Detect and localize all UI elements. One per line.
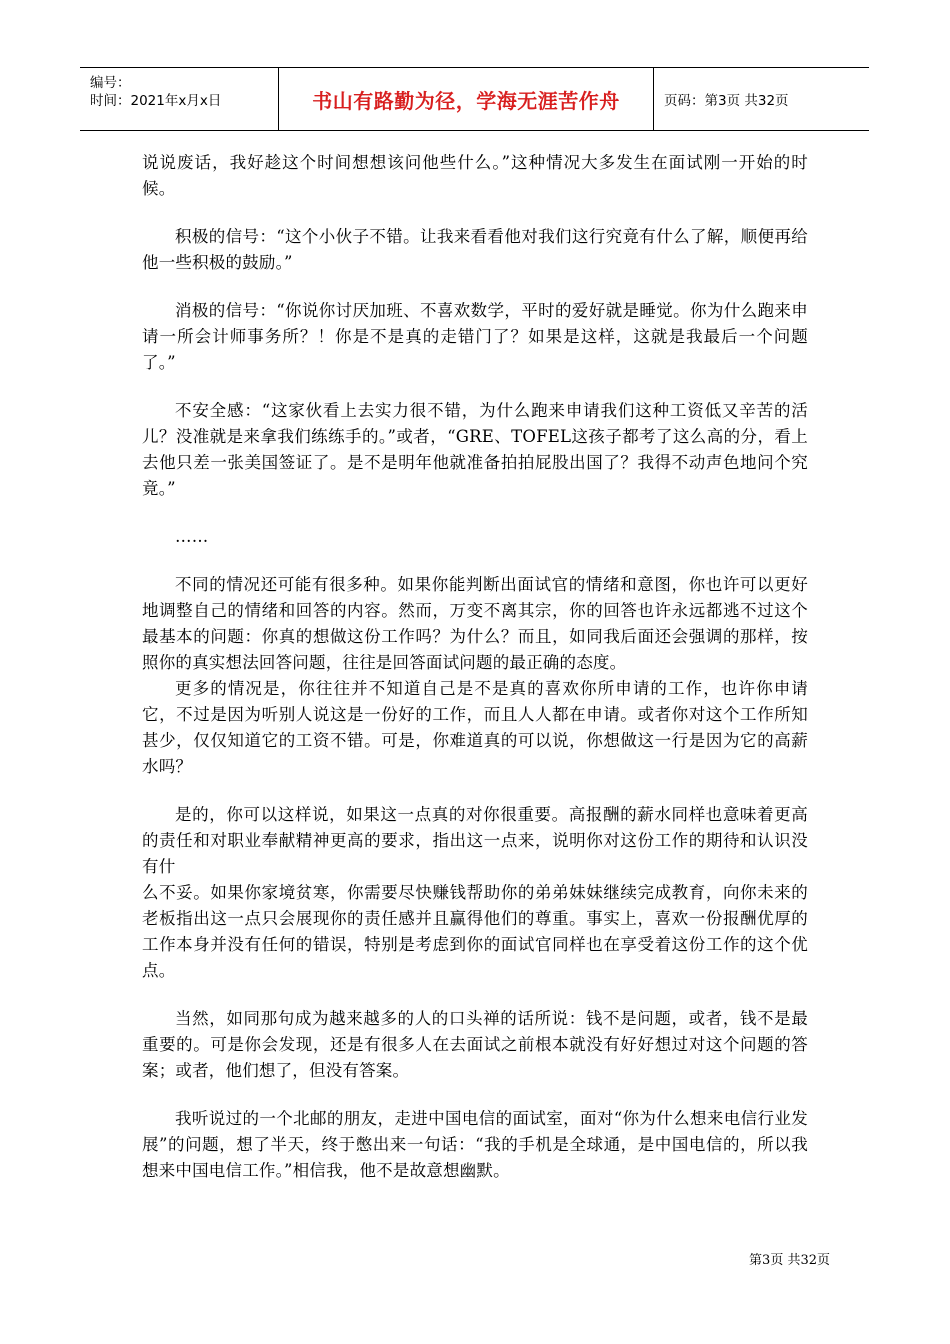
header-motto: 书山有路勤为径，学海无涯苦作舟 <box>279 68 654 130</box>
page-header <box>80 67 869 131</box>
document-number-label: 编号： <box>90 75 131 91</box>
paragraph: 我听说过的一个北邮的朋友，走进中国电信的面试室，面对“你为什么想来电信行业发展”的问题，想了半天，终于憋出来一句话：“我的手机是全球通，是中国电信的，所以我想来中国电信工作。”相信我，他不是故意想幽默。 <box>142 1109 808 1180</box>
document-date: 时间：2021年x月x日 <box>90 93 222 109</box>
paragraph: 消极的信号：“你说你讨厌加班、不喜欢数学，平时的爱好就是睡觉。你为什么跑来申请一所会计师事务所？！你是不是真的走错门了？如果是这样，这就是我最后一个问题了。” <box>142 301 808 372</box>
paragraph: 积极的信号：“这个小伙子不错。让我来看看他对我们这行究竟有什么了解，顺便再给他一些积极的鼓励。” <box>142 227 808 272</box>
paragraph: 不安全感：“这家伙看上去实力很不错，为什么跑来申请我们这种工资低又辛苦的活儿？没准就是来拿我们练练手的。”或者，“GRE、TOFEL这孩子都考了这么高的分，看上去他只差一张美国签证了。是不是明年他就准备拍拍屁股出国了？我得不动声色地问个究竟。” <box>142 401 808 498</box>
paragraph: 说说废话，我好趁这个时间想想该问他些什么。”这种情况大多发生在面试刚一开始的时候。 <box>142 153 808 198</box>
ellipsis-paragraph: …… <box>175 527 209 546</box>
paragraph: 是的，你可以这样说，如果这一点真的对你很重要。高报酬的薪水同样也意味着更高的责任和对职业奉献精神更高的要求，指出这一点来，说明你对这份工作的期待和认识没有什 <box>142 805 808 876</box>
paragraph: 当然，如同那句成为越来越多的人的口头禅的话所说：钱不是问题，或者，钱不是最重要的。可是你会发现，还是有很多人在去面试之前根本就没有好好想过对这个问题的答案；或者，他们想了，但没有答案。 <box>142 1009 808 1080</box>
paragraph: 么不妥。如果你家境贫寒，你需要尽快赚钱帮助你的弟弟妹妹继续完成教育，向你未来的老板指出这一点只会展现你的责任感并且赢得他们的尊重。事实上，喜欢一份报酬优厚的工作本身并没有任何的错误，特别是考虑到你的面试官同样也在享受着这份工作的这个优点。 <box>142 883 808 980</box>
header-page-code: 页码：第3页 共32页 <box>664 93 789 109</box>
document-body <box>142 150 808 1184</box>
paragraph: 不同的情况还可能有很多种。如果你能判断出面试官的情绪和意图，你也许可以更好地调整自己的情绪和回答的内容。然而，万变不离其宗，你的回答也许永远都逃不过这个最基本的问题：你真的想做这份工作吗？为什么？而且，如同我后面还会强调的那样，按照你的真实想法回答问题，往往是回答面试问题的最正确的态度。 <box>142 575 808 672</box>
header-meta <box>80 68 279 130</box>
page-footer: 第3页 共32页 <box>749 1253 830 1268</box>
paragraph: 更多的情况是，你往往并不知道自己是不是真的喜欢你所申请的工作，也许你申请它，不过是因为听别人说这是一份好的工作，而且人人都在申请。或者你对这个工作所知甚少，仅仅知道它的工资不错。可是，你难道真的可以说，你想做这一行是因为它的高薪水吗？ <box>142 679 808 776</box>
